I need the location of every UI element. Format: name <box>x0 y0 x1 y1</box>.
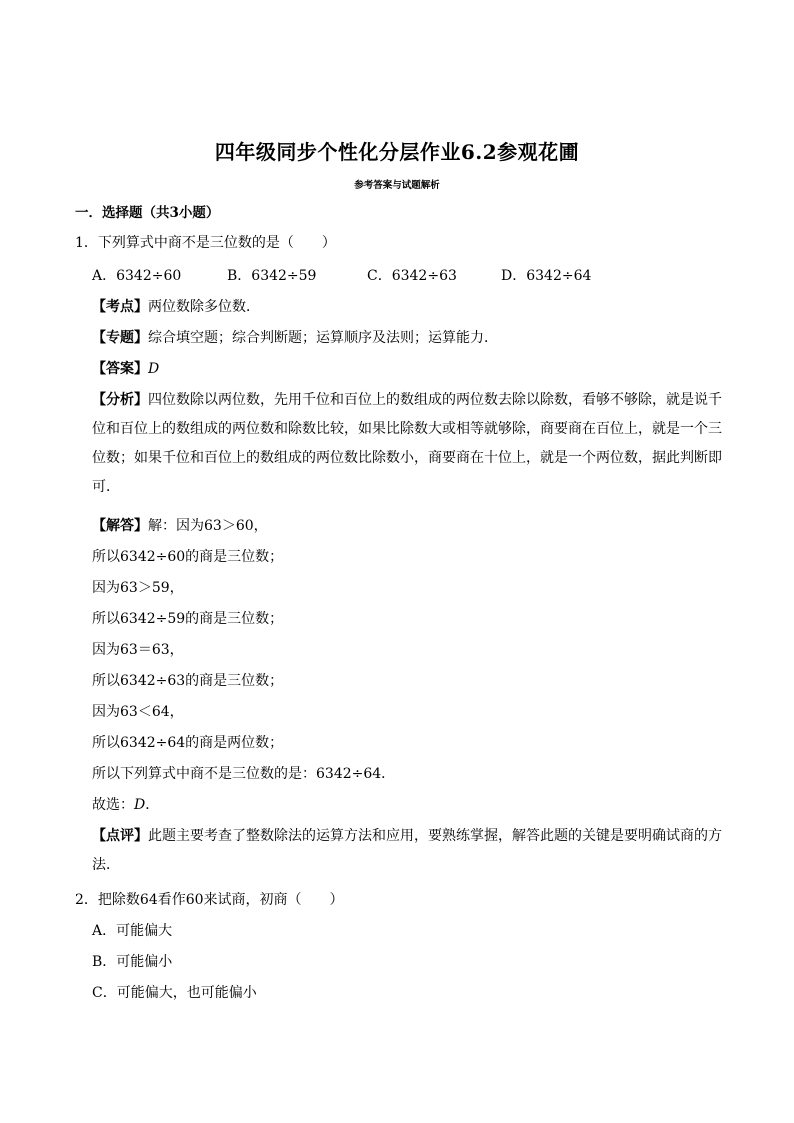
solution-text: 解：因为63＞60， <box>148 518 268 534</box>
document-subtitle: 参考答案与试题解析 <box>354 180 440 191</box>
analysis-text: 四位数除以两位数，先用千位和百位上的数组成的两位数去除以除数，看够不够除，就是说千位和百位上的数组成的两位数和除数比较，如果比除数大或相等就够除，商要商在百位上，就是一个三位数；如果千位和百位上的数组成的两位数比除数小，商要商在十位上，就是一个两位数，据此判断即可． <box>92 392 722 495</box>
q1-choice <box>92 795 159 815</box>
choice-end: ． <box>145 797 160 813</box>
q1-comment <box>92 822 722 880</box>
q1-option-b: B．6342÷59 <box>227 268 317 284</box>
kaodian-text: 两位数除多位数． <box>148 299 260 315</box>
section-heading: 一．选择题（共3小题） <box>75 205 220 221</box>
q1-answer <box>92 359 159 379</box>
q1-solution-line-8: 所以6342÷64的商是两位数； <box>92 735 284 751</box>
q2-option-c: C．可能偏大，也可能偏小 <box>92 985 257 1001</box>
zhuanti-text: 综合填空题；综合判断题；运算顺序及法则；运算能力． <box>148 330 498 346</box>
q1-option-c: C．6342÷63 <box>367 268 457 284</box>
question-2-stem: 2．把除数64看作60来试商，初商（ ） <box>75 892 344 908</box>
analysis-tag: 【分析】 <box>92 392 148 408</box>
comment-tag: 【点评】 <box>92 828 148 844</box>
q1-option-a: A．6342÷60 <box>92 268 182 284</box>
q1-solution-line-3: 因为63＞59， <box>92 580 184 596</box>
choice-label: 故选： <box>92 797 134 813</box>
q1-analysis <box>92 386 722 502</box>
q2-option-b: B．可能偏小 <box>92 954 173 970</box>
q1-solution-line-1 <box>92 516 268 536</box>
q1-solution-line-2: 所以6342÷60的商是三位数； <box>92 549 284 565</box>
choice-answer: D <box>134 797 146 813</box>
solution-tag: 【解答】 <box>92 518 148 534</box>
q1-solution-line-9: 所以下列算式中商不是三位数的是：6342÷64． <box>92 766 396 782</box>
q1-solution-line-5: 因为63＝63， <box>92 642 184 658</box>
q2-option-a: A．可能偏大 <box>92 923 173 939</box>
answer-text: D <box>148 361 160 377</box>
kaodian-tag: 【考点】 <box>92 299 148 315</box>
zhuanti-tag: 【专题】 <box>92 330 148 346</box>
q1-solution-line-4: 所以6342÷59的商是三位数； <box>92 611 284 627</box>
question-1-stem: 1．下列算式中商不是三位数的是（ ） <box>75 235 336 251</box>
q1-solution-line-6: 所以6342÷63的商是三位数； <box>92 673 284 689</box>
q1-kaodian <box>92 297 260 317</box>
document-title: 四年级同步个性化分层作业6.2参观花圃 <box>214 140 580 164</box>
q1-option-d: D．6342÷64 <box>501 268 592 284</box>
answer-tag: 【答案】 <box>92 361 148 377</box>
comment-text: 此题主要考查了整数除法的运算方法和应用，要熟练掌握，解答此题的关键是要明确试商的方法． <box>92 828 722 873</box>
q1-solution-line-7: 因为63＜64， <box>92 704 184 720</box>
q1-zhuanti <box>92 328 498 348</box>
